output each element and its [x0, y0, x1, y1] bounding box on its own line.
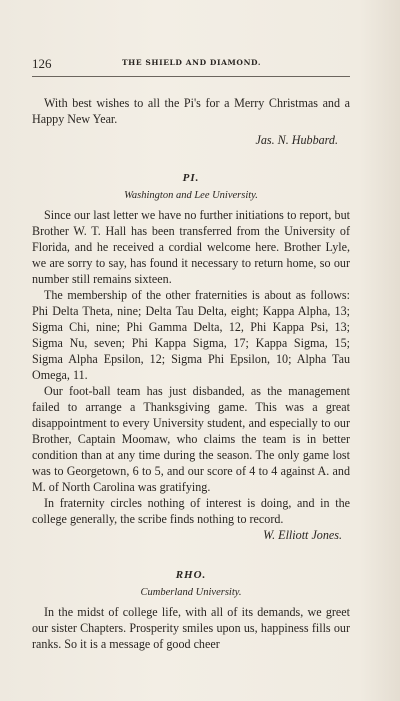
page-header [32, 56, 350, 70]
rho-paragraph-1: In the midst of college life, with all of its demands, we greet our sister Chapters. Prosperity smiles upon us, happiness fills our ranks. So it is a message of good cheer [32, 605, 350, 651]
pi-paragraph-1: Since our last letter we have no further initiations to report, but Brother W. T. Hall has been transferred from the University of Florida, and he received a cordial welcome here. Brother Lyle, we are sorry to say, has found it necessary to return home, so our number still remains sixteen. [32, 208, 350, 286]
header-rule [32, 76, 350, 77]
chapter-title-pi: PI. [182, 172, 200, 184]
running-title: THE SHIELD AND DIAMOND. [122, 58, 262, 67]
chapter-university-rho: Cumberland University. [140, 587, 242, 598]
page-number: 126 [32, 56, 52, 71]
pi-paragraph-2: The membership of the other fraternities is about as follows: Phi Delta Theta, nine; Delta Tau Delta, eight; Kappa Alpha, 13; Sigma Chi, nine; Phi Gamma Delta, 12, Phi Kappa Psi, 13; Sigma Nu, seven; Phi Kappa Sigma, 17; Kappa Sigma, 15; Sigma Alpha Epsilon, 12; Sigma Phi Epsilon, 10; Alpha Tau Omega, 11. [32, 288, 350, 382]
pi-paragraph-3: Our foot-ball team has just disbanded, as the management failed to arrange a Thanksgiving game. This was a great disappointment to every University student, and especially to our Brother, Captain Moomaw, who claims the team is in better condition than at any time during the season. The only game lost was to Georgetown, 6 to 5, and our score of 4 to 4 against A. and M. of North Carolina was gratifying. [32, 384, 350, 494]
page-body [32, 95, 350, 652]
chapter-title-rho: RHO. [175, 569, 207, 581]
chapter-university-pi: Washington and Lee University. [124, 190, 258, 201]
intro-paragraph: With best wishes to all the Pi's for a Merry Christmas and a Happy New Year. [32, 96, 350, 126]
intro-signature: Jas. N. Hubbard. [255, 133, 338, 147]
pi-paragraph-4: In fraternity circles nothing of interest is doing, and in the college generally, the scribe finds nothing to record. [32, 496, 350, 526]
pi-signature: W. Elliott Jones. [263, 528, 342, 542]
